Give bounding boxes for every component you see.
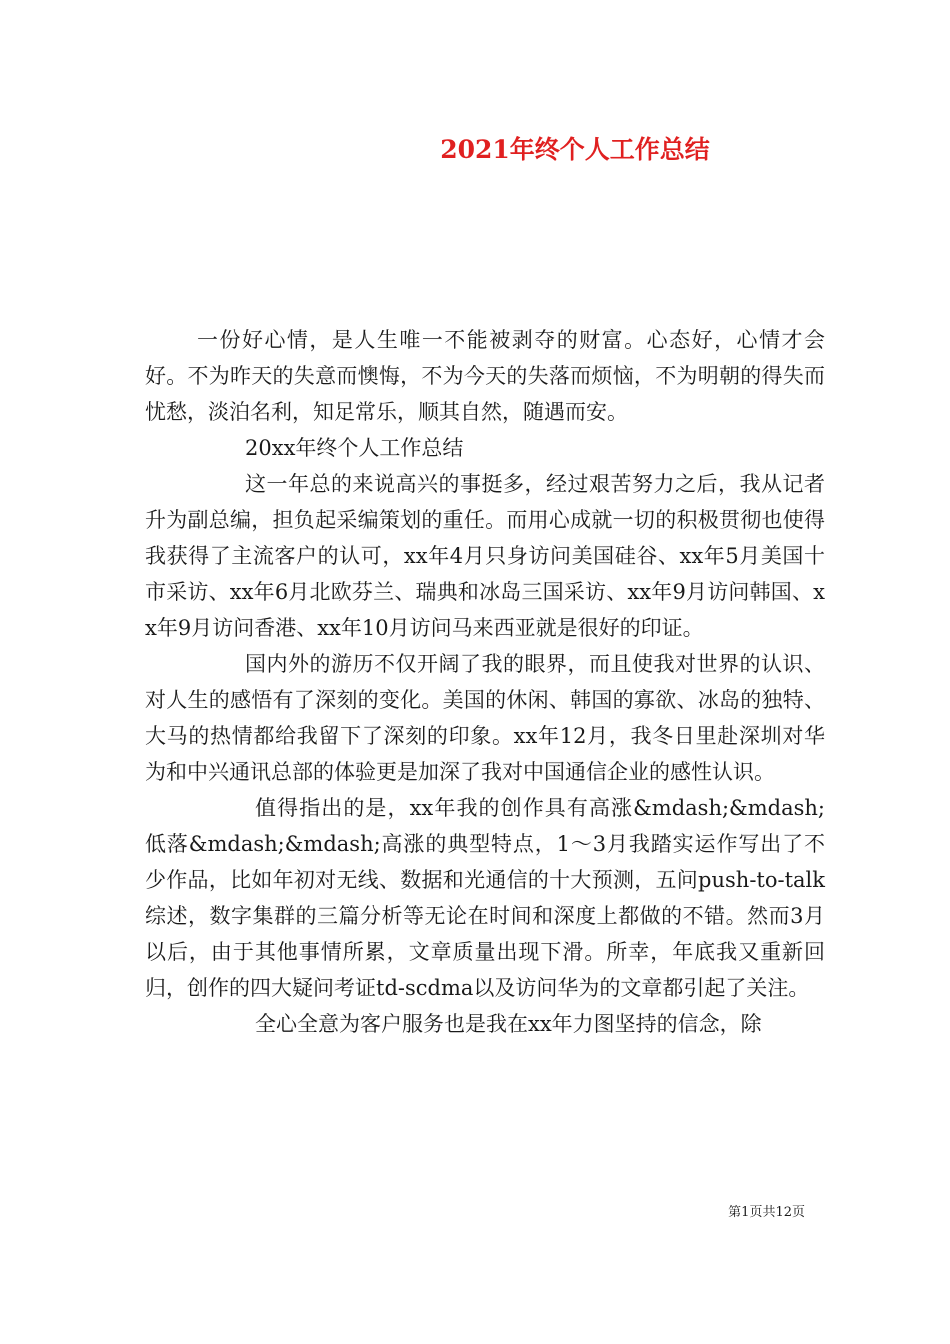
document-title: 2021年终个人工作总结	[440, 135, 710, 164]
paragraph-service: 全心全意为客户服务也是我在xx年力图坚持的信念，除	[255, 1012, 762, 1036]
page-number: 第1页共12页	[728, 1205, 805, 1220]
paragraph-intro: 一份好心情，是人生唯一不能被剥夺的财富。心态好，心情才会好。不为昨天的失意而懊悔，不为今天的失落而烦恼，不为明朝的得失而忧愁，淡泊名利，知足常乐，顺其自然，随遇而安。	[145, 328, 825, 424]
document-body	[145, 322, 825, 1042]
paragraph-travel: 国内外的游历不仅开阔了我的眼界，而且使我对世界的认识、对人生的感悟有了深刻的变化。美国的休闲、韩国的寡欲、冰岛的独特、大马的热情都给我留下了深刻的印象。xx年12月，我冬日里赴深圳对华为和中兴通讯总部的体验更是加深了我对中国通信企业的感性认识。	[145, 652, 825, 784]
paragraph-subtitle: 20xx年终个人工作总结	[245, 436, 464, 460]
paragraph-writing: 值得指出的是，xx年我的创作具有高涨&mdash;&mdash;低落&mdash;&mdash;高涨的典型特点，1～3月我踏实运作写出了不少作品，比如年初对无线、数据和光通信的十大预测，五问push-to-talk综述，数字集群的三篇分析等无论在时间和深度上都做的不错。然而3月以后，由于其他事情所累，文章质量出现下滑。所幸，年底我又重新回归，创作的四大疑问考证td-scdma以及访问华为的文章都引起了关注。	[145, 796, 825, 1000]
paragraph-career: 这一年总的来说高兴的事挺多，经过艰苦努力之后，我从记者升为副总编，担负起采编策划的重任。而用心成就一切的积极贯彻也使得我获得了主流客户的认可，xx年4月只身访问美国硅谷、xx年5月美国十市采访、xx年6月北欧芬兰、瑞典和冰岛三国采访、xx年9月访问韩国、xx年9月访问香港、xx年10月访问马来西亚就是很好的印证。	[145, 472, 825, 640]
